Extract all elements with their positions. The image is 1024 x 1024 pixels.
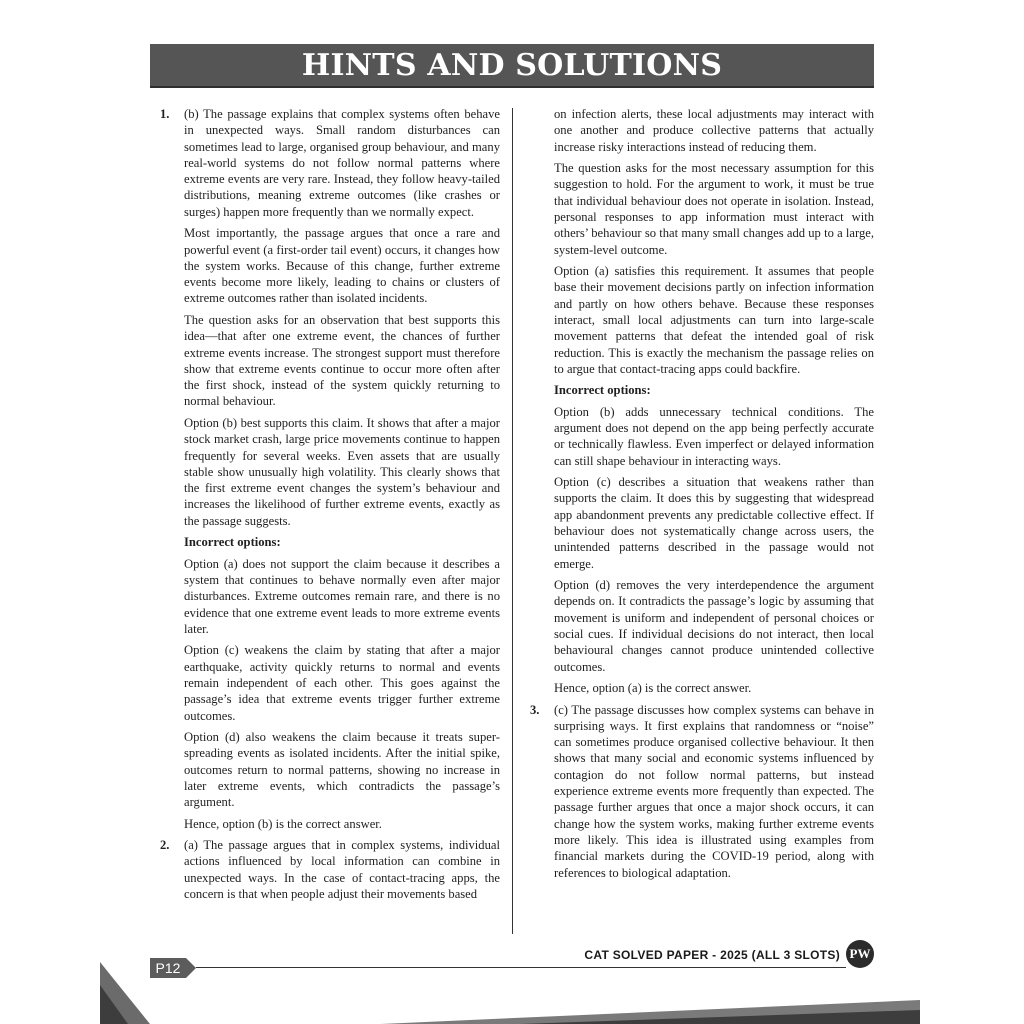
column-divider <box>512 108 513 934</box>
answer-line: Hence, option (a) is the correct answer. <box>554 681 752 696</box>
right-column <box>530 106 874 886</box>
paragraph: (c) The passage discusses how complex systems can behave in surprising ways. It first explains that randomness or “noise” can sometimes produce organised collective behaviour. It then shows that many social and economic systems influenced by contagion do not follow normal patterns, but instead experience extreme events more frequently than expected. The passage further argues that once a major shock occurs, it can change how the system works, making further extreme events more likely. This idea is illustrated using examples from financial markets during the COVID-19 period, along with references to biological adaptation. <box>554 702 874 880</box>
question-number: 2. <box>160 838 170 853</box>
pw-logo-icon <box>846 940 874 968</box>
paragraph: Option (d) removes the very interdependence the argument depends on. It contradicts the passage’s logic by assuming that movement is uniform and independent of personal choices or social cues. If individual decisions do not interact, then local behavioural changes cannot produce unintended collective outcomes. <box>554 578 874 674</box>
paragraph: Option (c) describes a situation that weakens rather than supports the claim. It does this by suggesting that widespread app abandonment prevents any predictable collective effect. If behaviour does not systematically change across users, the unintended patterns described in the passage would not emerge. <box>554 475 874 571</box>
solution-2 <box>160 837 500 907</box>
page-number: P12 <box>155 960 181 976</box>
paragraph: (a) The passage argues that in complex systems, individual actions influenced by local information can combine in unexpected ways. In the case of contact-tracing apps, the concern is that when people adjust their movements based <box>184 838 500 902</box>
paragraph: The question asks for an observation that best supports this idea—that after one extreme event, the chances of further extreme events increase. The strongest support must therefore show that extreme events continue to occur more often after the first shock, instead of the system quickly returning to normal behaviour. <box>184 312 500 409</box>
header-banner <box>150 44 874 88</box>
page-title: HINTS AND SOLUTIONS <box>301 47 723 83</box>
paragraph: Option (d) also weakens the claim because it treats super-spreading events as isolated incidents. After the initial spike, outcomes return to normal patterns, showing no increase in later extreme events, which contradicts the passage’s argument. <box>184 730 500 810</box>
footer-rule <box>196 967 846 968</box>
paragraph: Option (a) does not support the claim because it describes a system that continues to behave normally even after major disturbances. Extreme outcomes remain rare, and there is no evidence that one extreme event leads to more extreme events later. <box>184 556 500 636</box>
solution-2-continued <box>554 106 874 696</box>
paragraph: Option (c) weakens the claim by stating that after a major earthquake, activity quickly returns to normal and events remain independent of each other. This goes against the passage’s idea that extreme events trigger further extreme outcomes. <box>184 643 500 723</box>
footer-title: CAT SOLVED PAPER - 2025 (ALL 3 SLOTS) <box>584 948 840 962</box>
paragraph: (b) The passage explains that complex systems often behave in unexpected ways. Small random disturbances can sometimes lead to large, organised group behaviour, and many real-world systems do not follow normal patterns where extreme events are very rare. Instead, they follow heavy-tailed distributions, meaning extreme outcomes (like crashes or surges) happen more frequently than we normally expect. <box>184 107 500 219</box>
left-column <box>160 106 500 908</box>
paragraph: Option (b) adds unnecessary technical conditions. The argument does not depend on the app being perfectly accurate or technically flawless. Even imperfect or delayed information can still shape behaviour in interacting ways. <box>554 404 874 468</box>
page-number-tab <box>150 958 186 978</box>
logo-text: PW <box>849 946 871 961</box>
solution-3 <box>530 702 874 886</box>
incorrect-options-heading: Incorrect options: <box>554 383 651 398</box>
paragraph: on infection alerts, these local adjustments may interact with one another and produce collective patterns that actually increase risky interactions instead of reducing them. <box>554 107 874 154</box>
incorrect-options-heading: Incorrect options: <box>184 535 281 550</box>
solution-1 <box>160 106 500 837</box>
question-number: 1. <box>160 107 170 121</box>
answer-line: Hence, option (b) is the correct answer. <box>184 816 382 831</box>
paragraph: Option (a) satisfies this requirement. It assumes that people base their movement decisions partly on infection information and partly on how others behave. Because these responses interact, small local adjustments can turn into large-scale movement patterns that defeat the intended goal of risk reduction. This is exactly the mechanism the passage relies on to argue that contact-tracing apps could backfire. <box>554 264 874 376</box>
paragraph: Option (b) best supports this claim. It shows that after a major stock market crash, large price movements continue to happen frequently for several weeks. Even assets that are usually stable show unusually high volatility. This clearly shows that the first extreme event changes the system’s behaviour and increases the likelihood of further extreme events, exactly as the passage suggests. <box>184 415 500 528</box>
question-number: 3. <box>530 702 540 717</box>
paragraph: The question asks for the most necessary assumption for this suggestion to hold. For the argument to work, it must be true that individual behaviour does not operate in isolation. Instead, personal responses to app information must interact with others’ behaviour so that many small changes add up to a large, system-level outcome. <box>554 161 874 257</box>
paragraph: Most importantly, the passage argues that once a rare and powerful event (a first-order tail event) occurs, it changes how the system works. Because of this change, further extreme events become more likely, leading to chains or clusters of extreme outcomes rather than isolated incidents. <box>184 226 500 306</box>
